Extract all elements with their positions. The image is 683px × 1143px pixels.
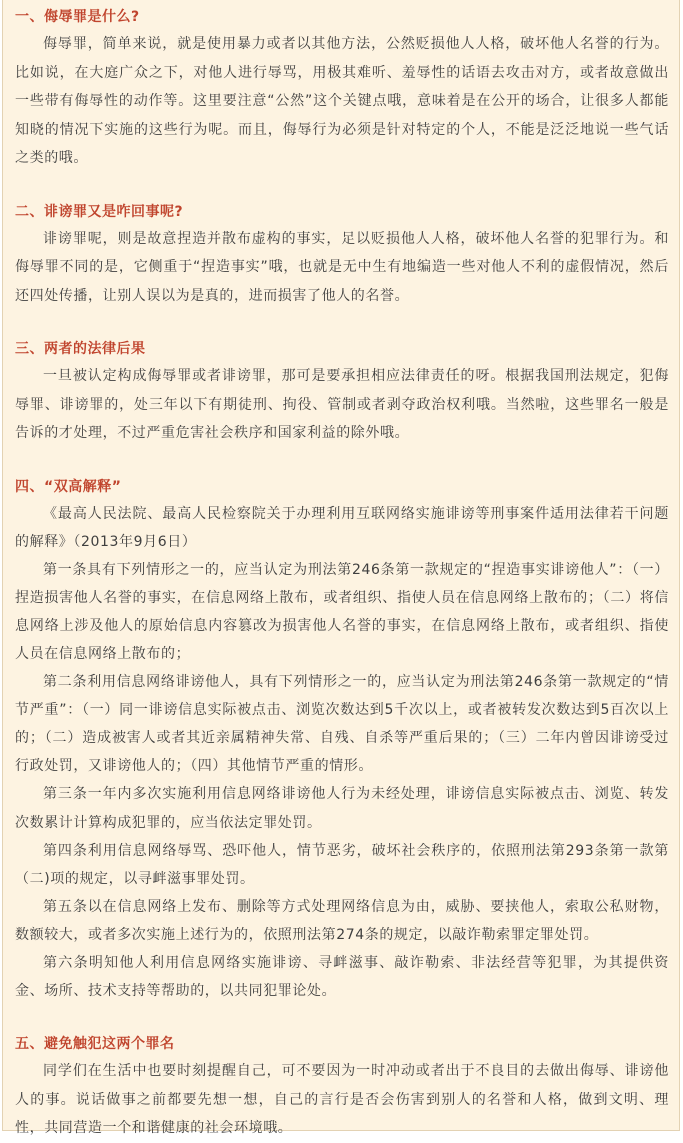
- section-legal-consequences: [15, 336, 669, 448]
- section-judicial-interpretation: [15, 474, 669, 1006]
- interpretation-title: 《最高人民法院、最高人民检察院关于办理利用互联网络实施诽谤等刑事案件适用法律若干问题的解释》（2013年9月6日）: [15, 505, 669, 550]
- section-heading: 四、“双高解释”: [15, 478, 122, 495]
- article-5: 第五条以在信息网络上发布、删除等方式处理网络信息为由，威胁、要挟他人，索取公私财物，数额较大，或者多次实施上述行为的，依照刑法第274条的规定，以敲诈勒索罪定罪处罚。: [15, 898, 669, 943]
- article-1: 第一条具有下列情形之一的，应当认定为刑法第246条第一款规定的“捏造事实诽谤他人”：（一）捏造损害他人名誉的事实，在信息网络上散布，或者组织、指使人员在信息网络上散布的；（二）将信息网络上涉及他人的原始信息内容篡改为损害他人名誉的事实，在信息网络上散布，或者组织、指使人员在信息网络上散布的；: [15, 561, 669, 662]
- article-2: 第二条利用信息网络诽谤他人，具有下列情形之一的，应当认定为刑法第246条第一款规定的“情节严重”：（一）同一诽谤信息实际被点击、浏览次数达到5千次以上，或者被转发次数达到5百次以上的；（二）造成被害人或者其近亲属精神失常、自残、自杀等严重后果的；（三）二年内曾因诽谤受过行政处罚，又诽谤他人的；（四）其他情节严重的情形。: [15, 674, 669, 775]
- article-4: 第四条利用信息网络辱骂、恐吓他人，情节恶劣，破坏社会秩序的，依照刑法第293条第一款第（二)项的规定，以寻衅滋事罪处罚。: [15, 842, 669, 887]
- section-heading: 二、诽谤罪又是咋回事呢?: [15, 203, 184, 220]
- section-avoid-offences: [15, 1031, 669, 1143]
- section-heading: 五、避免触犯这两个罪名: [15, 1036, 175, 1053]
- section-paragraph: 诽谤罪呢，则是故意捏造并散布虚构的事实，足以贬损他人人格，破坏他人名誉的犯罪行为。和侮辱罪不同的是，它侧重于“捏造事实”哦，也就是无中生有地编造一些对他人不利的虚假情况，然后还四处传播，让别人误以为是真的，进而损害了他人的名誉。: [15, 230, 669, 304]
- section-paragraph: 侮辱罪，简单来说，就是使用暴力或者以其他方法，公然贬损他人人格，破坏他人名誉的行为。比如说，在大庭广众之下，对他人进行辱骂，用极其难听、羞辱性的话语去攻击对方，或者故意做出一些带有侮辱性的动作等。这里要注意“公然”这个关键点哦，意味着是在公开的场合，让很多人都能知晓的情况下实施的这些行为呢。而且，侮辱行为必须是针对特定的个人，不能是泛泛地说一些气话之类的哦。: [15, 36, 669, 166]
- section-heading: 三、两者的法律后果: [15, 341, 146, 357]
- section-defamation-definition: [15, 199, 669, 311]
- section-insult-definition: [15, 4, 669, 173]
- article-3: 第三条一年内多次实施利用信息网络诽谤他人行为未经处理，诽谤信息实际被点击、浏览、转发次数累计计算构成犯罪的，应当依法定罪处罚。: [15, 786, 669, 831]
- section-heading: 一、侮辱罪是什么?: [15, 9, 140, 25]
- article-6: 第六条明知他人利用信息网络实施诽谤、寻衅滋事、敲诈勒索、非法经营等犯罪，为其提供资金、场所、技术支持等帮助的，以共同犯罪论处。: [15, 955, 669, 1000]
- article-card: [2, 0, 680, 1137]
- section-paragraph: 一旦被认定构成侮辱罪或者诽谤罪，那可是要承担相应法律责任的呀。根据我国刑法规定，犯侮辱罪、诽谤罪的，处三年以下有期徒刑、拘役、管制或者剥夺政治权利哦。当然啦，这些罪名一般是告诉的才处理，不过严重危害社会秩序和国家利益的除外哦。: [15, 368, 669, 441]
- section-paragraph: 同学们在生活中也要时刻提醒自己，可不要因为一时冲动或者出于不良目的去做出侮辱、诽谤他人的事。说话做事之前都要先想一想，自己的言行是否会伤害到别人的名誉和人格，做到文明、理性，共同营造一个和谐健康的社会环境哦。: [15, 1063, 669, 1137]
